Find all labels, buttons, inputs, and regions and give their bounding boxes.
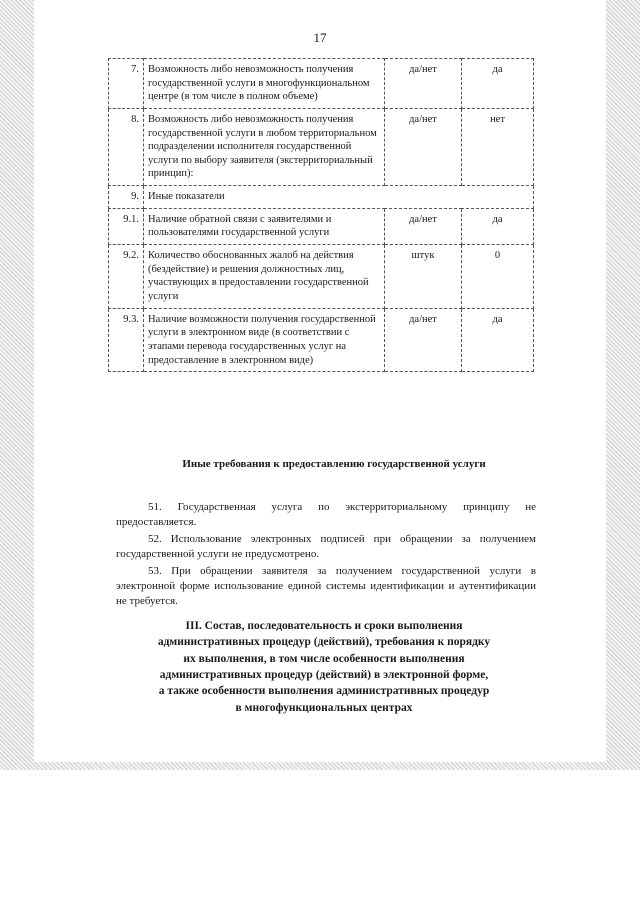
table-row [109,59,534,109]
row-number: 9. [109,186,144,209]
table-row [109,308,534,372]
chapter-title-line: в многофункциональных центрах [235,701,413,714]
row-number: 9.3. [109,308,144,372]
paragraph-51: 51. Государственная услуга по экстерриториальному принципу не предоставляется. [116,501,536,529]
indicators-table [108,58,534,372]
indicator-name: Возможность либо невозможность получения государственной услуги в многофункциональном центре (в том числе в полном объеме) [144,59,385,109]
row-number: 9.1. [109,208,144,244]
chapter-title [104,618,544,716]
indicator-value: 0 [462,245,534,309]
indicator-name: Иные показатели [144,186,534,209]
section-heading: Иные требования к предоставлению государственной услуги [182,458,486,470]
indicator-value: да [462,208,534,244]
indicator-unit: штук [385,245,462,309]
row-number: 9.2. [109,245,144,309]
indicator-unit: да/нет [385,308,462,372]
indicator-value: да [462,59,534,109]
row-number: 7. [109,59,144,109]
chapter-title-line: III. Состав, последовательность и сроки выполнения [185,620,463,632]
chapter-title-line: их выполнения, в том числе особенности выполнения [183,652,465,665]
table-row [109,208,534,244]
chapter-title-line: административных процедур (действий) в электронной форме, [159,668,489,681]
indicator-unit: да/нет [385,208,462,244]
indicator-value: нет [462,108,534,185]
table-row [109,108,534,185]
chapter-title-line: а также особенности выполнения административных процедур [158,685,490,698]
table-row [109,245,534,309]
indicator-unit: да/нет [385,59,462,109]
indicator-name: Наличие обратной связи с заявителями и пользователями государственной услуги [144,208,385,244]
section-body [116,500,536,611]
document-page [34,0,606,762]
paragraph-52: 52. Использование электронных подписей при обращении за получением государственной услуги не предусмотрено. [116,532,536,561]
indicator-value: да [462,308,534,372]
chapter-title-line: административных процедур (действий), требования к порядку [157,636,491,649]
indicator-unit: да/нет [385,108,462,185]
indicator-name: Возможность либо невозможность получения государственной услуги в любом территориальном подразделении исполнителя государственной услуги по выбору заявителя (экстерриториальный принцип): [144,108,385,185]
page-number: 17 [313,30,327,45]
table-row [109,186,534,209]
indicator-name: Наличие возможности получения государственной услуги в электронном виде (в соответствии с этапами перевода государственных услуг на предоставление в электронном виде) [144,308,385,372]
paragraph-53: 53. При обращении заявителя за получением государственной услуги в электронной форме использование единой системы идентификации и аутентификации не требуется. [116,564,536,608]
row-number: 8. [109,108,144,185]
indicator-name: Количество обоснованных жалоб на действия (бездействие) и решения должностных лиц, участвующих в предоставлении государственной услуги [144,245,385,309]
